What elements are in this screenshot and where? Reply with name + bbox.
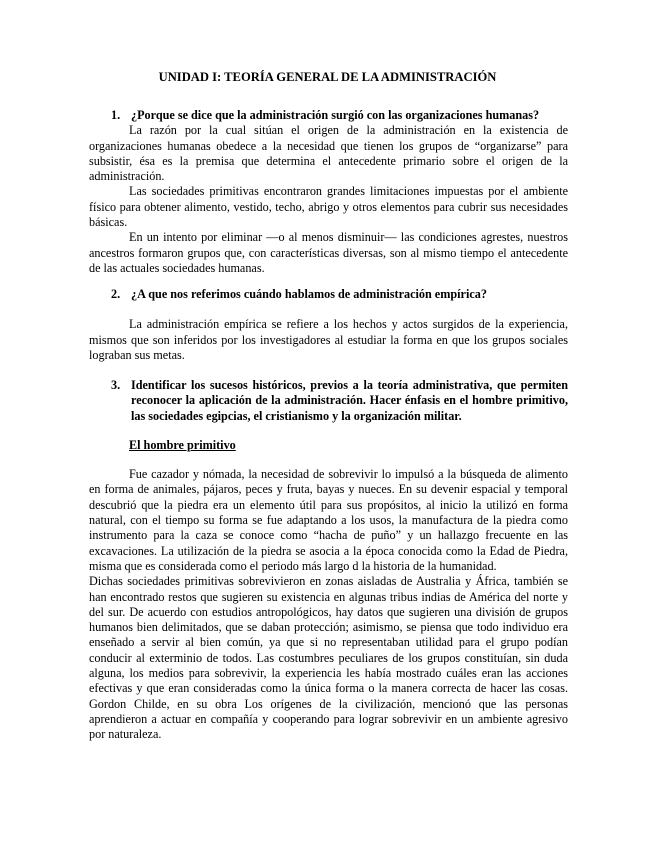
question-text: ¿A que nos referimos cuándo hablamos de administración empírica? — [131, 287, 487, 301]
section-3 — [89, 378, 568, 743]
section-2-question — [89, 287, 568, 302]
paragraph: La razón por la cual sitúan el origen de la administración en la existencia de organizaciones humanas obedece a la necesidad que tienen los grupos de “organizarse” para subsistir, ésa es la premisa que determina el antecedente primario sobre el origen de la administración. — [89, 123, 568, 184]
section-number: 1. — [111, 108, 121, 122]
paragraph: Las sociedades primitivas encontraron grandes limitaciones impuestas por el ambiente físico para obtener alimento, vestido, techo, abrigo y otros elementos para cubrir sus necesidades básicas. — [89, 184, 568, 230]
paragraph: Dichas sociedades primitivas sobrevivieron en zonas aisladas de Australia y África, también se han encontrado restos que sugieren su existencia en algunas tribus indias de América del norte y del sur. De acuerdo con estudios antropológicos, hay datos que sugieren una división de grupos humanos bien delimitados, que se daban protección; asimismo, se piensa que todo individuo era enseñado a servir al bien común, ya que si no representaban utilidad para el grupo podían conducir al exterminio de todos. Las costumbres peculiares de los grupos constituían, sin duda alguna, los medios para sobrevivir, la experiencia les había mostrado cuáles eran las acciones efectivas y que eran consideradas como la única forma o la manera correcta de hacer las cosas. Gordon Childe, en su obra Los orígenes de la civilización, mencionó que las personas aprendieron a actuar en compañía y cooperando para lograr sobrevivir en un ambiente agresivo por naturaleza. — [89, 574, 568, 742]
section-1-question — [89, 108, 568, 123]
subheading: El hombre primitivo — [129, 437, 236, 452]
section-2 — [89, 287, 568, 363]
section-1 — [89, 108, 568, 276]
section-number: 2. — [111, 287, 121, 301]
section-number: 3. — [111, 378, 121, 392]
section-3-question — [89, 378, 568, 424]
question-text: ¿Porque se dice que la administración surgió con las organizaciones humanas? — [131, 108, 540, 122]
paragraph: La administración empírica se refiere a los hechos y actos surgidos de la experiencia, mismos que son inferidos por los investigadores al estudiar la forma en que los grupos sociales lograban sus metas. — [89, 317, 568, 362]
paragraph: Fue cazador y nómada, la necesidad de sobrevivir lo impulsó a la búsqueda de alimento en forma de animales, pájaros, peces y fruta, bayas y nueces. En su devenir espacial y temporal descubrió que la piedra era un elemento útil para sus propósitos, al inicio la utilizó en forma natural, con el tiempo su forma se fue adaptando a los usos, la manufactura de la piedra como instrumento para la caza se conoce como “hacha de puño” y un hallazgo frecuente en las excavaciones. La utilización de la piedra se asocia a la época conocida como la Edad de Piedra, misma que es considerada como el periodo más largo d la historia de la humanidad. — [89, 467, 568, 573]
page-title: UNIDAD I: TEORÍA GENERAL DE LA ADMINISTRACIÓN — [158, 70, 497, 84]
question-text: Identificar los sucesos históricos, previos a la teoría administrativa, que permiten reconocer la aplicación de la administración. Hacer énfasis en el hombre primitivo, las sociedades egipcias, el cristianismo y la organización militar. — [131, 378, 568, 423]
paragraph: En un intento por eliminar —o al menos disminuir— las condiciones agrestes, nuestros ancestros formaron grupos que, con características diversas, son al mismo tiempo el antecedente de las actuales sociedades humanas. — [89, 230, 568, 275]
